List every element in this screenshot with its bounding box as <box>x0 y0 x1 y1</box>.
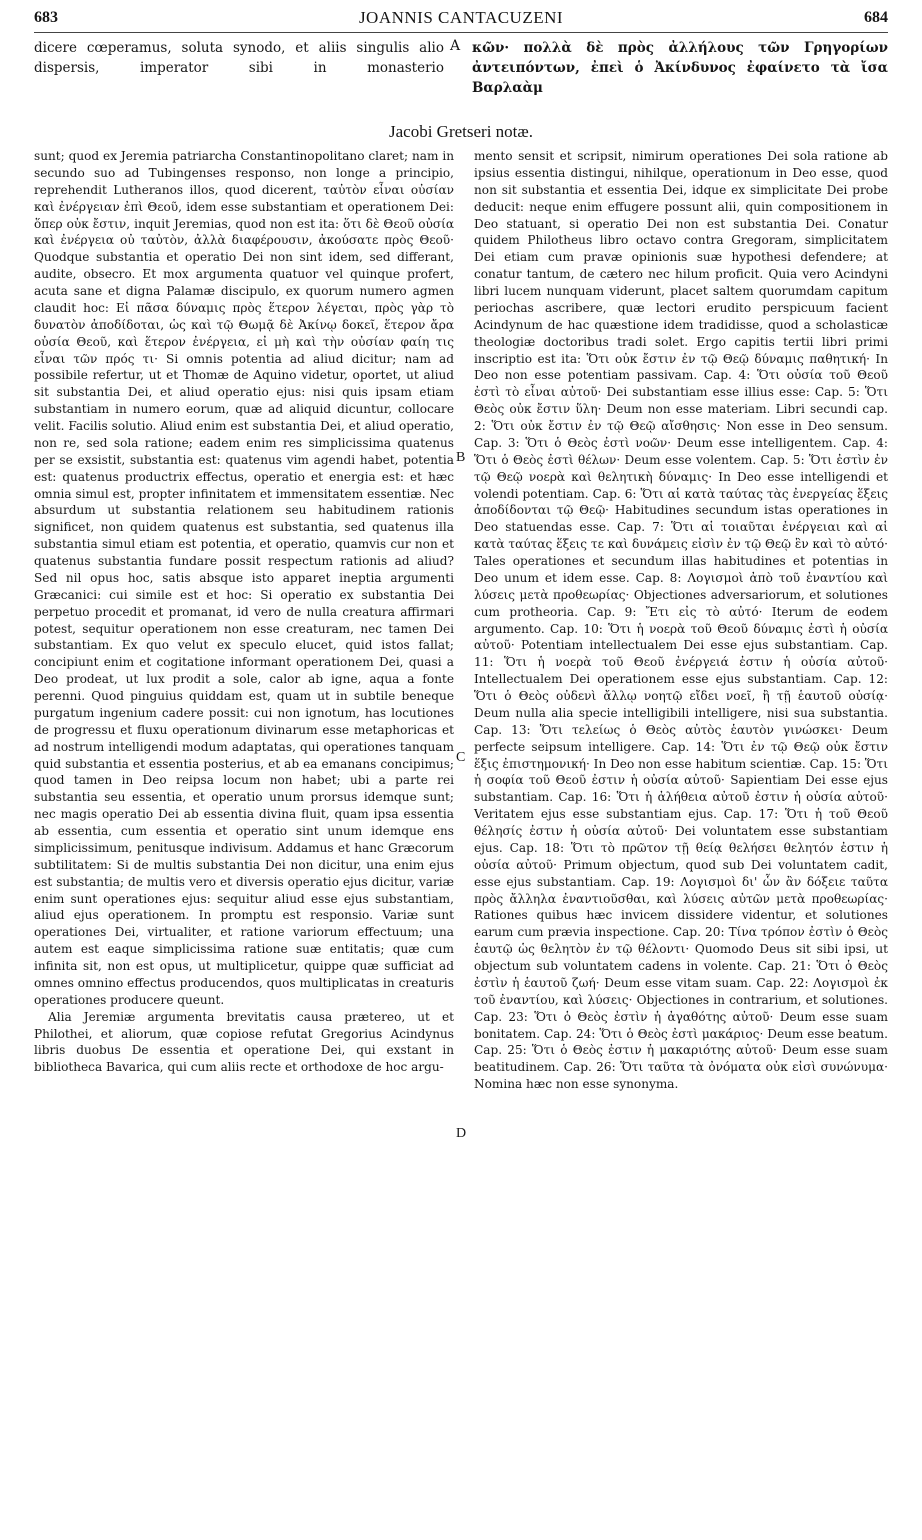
page-header <box>34 6 888 33</box>
top-continuation-text <box>34 38 888 96</box>
left-paragraph-2: Alia Jeremiæ argumenta brevitatis causa prætereo, ut et Philothei, et aliorum, quæ copiose refutat Gregorius Acindynus libris duobus De essentia et operatione Dei, qui exstant in bibliotheca Bavarica, qui cum aliis recte et orthodoxe de hoc argu- <box>34 1009 454 1075</box>
right-column <box>474 148 888 1093</box>
margin-letter-a: A <box>450 38 461 54</box>
left-column <box>34 148 454 1076</box>
top-greek-text: κῶν· πολλὰ δὲ πρὸς ἀλλήλους τῶν Γρηγορίων ἀντειπόντων, ἐπεὶ ὁ Ἀκίνδυνος ἐφαίνετο τὰ ἴσα Βαρλαὰμ <box>472 40 888 96</box>
top-latin-text: dicere cœperamus, soluta synodo, et aliis singulis alio dispersis, imperator sibi in monasterio <box>34 40 444 76</box>
margin-letter-d: D <box>456 1126 467 1141</box>
running-title: JOANNIS CANTACUZENI <box>358 8 564 27</box>
right-page-number: 684 <box>864 9 888 26</box>
margin-letter-c: C <box>456 750 466 765</box>
left-paragraph-1: sunt; quod ex Jeremia patriarcha Constantinopolitano claret; nam in secundo suo ad Tubingenses responso, non longe a principio, reprehendit Lutheranos illos, quod dicerent, ταὐτὸν εἶναι οὐσίαν καὶ ἐνέργειαν ἐπὶ Θεοῦ, idem esse substantiam et operationem Dei: ὅπερ οὐκ ἔστιν, inquit Jeremias, quod non est ita: ὅτι δὲ Θεοῦ οὐσία καὶ ἐνέργεια οὐ ταὐτὸν, ἀλλὰ διαφέρουσιν, ἀκούσατε πρὸς Θεοῦ· Quodque substantia et operatio Dei non sint idem, sed differant, audite, obsecro. Et mox argumenta quatuor vel quinque profert, acuta sane et digna Palamæ discipulo, ex quorum numero agmen claudit hoc: Εἰ πᾶσα δύναμις πρὸς ἕτερον λέγεται, πρὸς γὰρ τὸ δυνατὸν ἀποδίδοται, ὡς καὶ τῷ Θωμᾷ δὲ Ἀκίνῳ δοκεῖ, ἕτερον ἄρα οὐσία Θεοῦ, καὶ ἕτερον ἐνέργεια, εἰ μὴ καὶ τὴν οὐσίαν φαίη τις εἶναι τῶν πρός τι· Si omnis potentia ad aliud dicitur; nam ad possibile refertur, ut et Thomæ de Aquino videtur, oportet, ut aliud sit substantia Dei, et aliud operatio ejus: nisi quis ipsam etiam substantiam in numero eorum, quæ ad aliquid dicuntur, collocare velit. Facilis solutio. Aliud enim est substantia Dei, et aliud operatio, non re, sed sola ratione; eadem enim res simplicissima quatenus per se exsistit, substantia est: quatenus vim agendi habet, potentia est: quatenus productrix effectus, operatio et energia est: et hæc omnia simul est, propter infinitatem et immensitatem essentiæ. Nec absurdum ut substantia relationem seu habitudinem rationis significet, non quidem quatenus est substantia, sed quatenus illa substantia simul etiam est potentia, et operatio, quamvis cur non et quatenus substantia fundare possit respectum rationis ad aliud? Sed nil opus hoc, satis absque isto apparet ineptia argumenti Græcanici: cui simile est et hoc: Si operatio ex substantia Dei perpetuo procedit et promanat, id vero de nulla creatura affirmari potest, sequitur operationem non esse creaturam, nec tamen Dei substantiam. Ex quo velut ex speculo elucet, quid istos fallat; concipiunt enim et cogitatione informant operationem Dei, quasi a Deo prodeat, ut lux prodit a sole, calor ab igne, aqua a fonte perenni. Quod pinguius quiddam est, quam ut in subtile beneque purgatum ingenium cadere possit: cui non ignotum, has locutiones de progressu et fluxu operationum divinarum esse metaphoricas et ad nostrum intelligendi modum adaptatas, qui operationes tanquam quid substantia et essentia posterius, et ab ea emanans concipimus; quod tamen in Deo reipsa locum non habet; ubi a parte rei substantia seu essentia, et operatio unum prorsus idemque sunt; nec magis operatio Dei ab essentia divina fluit, quam ipsa essentia ab essentia, cum essentia et operatio sint unum idemque ens simplicissimum, penitusque indivisum. Addamus et hanc Græcorum subtilitatem: Si de multis substantia Dei non dicitur, una enim ejus est substantia; de multis vero et diversis operatio ejus dicitur, variæ enim sunt operationes ejus: sequitur aliud esse ejus substantiam, aliud ejus operationem. In promptu est responsio. Variæ sunt operationes Dei, virtualiter, et ratione variorum effectuum; una autem est eaque simplicissima ratione suæ entitatis; quæ cum infinita sit, non est opus, ut multiplicetur, quippe quæ sufficiat ad omnes omnino effectus producendos, quos multiplicatas in creaturis operationes producere queunt. <box>34 149 454 1007</box>
margin-letter-b: B <box>456 450 466 465</box>
right-paragraph-1: mento sensit et scripsit, nimirum operationes Dei sola ratione ab ipsius essentia distingui, nihilque, operationum in Deo esse, quod non sit substantia et essentia Dei, idque ex simplicitate Dei probe deducit: neque enim effugere possunt alii, quin compositionem in Deo statuant, si operatio Dei non est substantia Dei. Conatur quidem Philotheus libro octavo contra Gregoram, simplicitatem Dei etiam cum pravæ opinionis suæ hypothesi defendere; at conatur tantum, de cætero nec hilum proficit. Quia vero Acindyni libri lucem nunquam viderunt, placet saltem quorumdam capitum periochas ascribere, quæ lectori erudito perspicuum facient Acindynum de hac quæstione idem tradidisse, quod a scholasticæ theologiæ doctoribus tradi solet. Ergo capitis tertii libri primi inscriptio est ita: Ὅτι οὐκ ἔστιν ἐν τῷ Θεῷ δύναμις παθητική· In Deo non esse potentiam passivam. Cap. 4: Ὅτι οὐσία τοῦ Θεοῦ ἐστὶ τὸ εἶναι αὐτοῦ· Dei substantiam esse illius esse: Cap. 5: Ὅτι Θεὸς οὐκ ἔστιν ὕλη· Deum non esse materiam. Libri secundi cap. 2: Ὅτι οὐκ ἔστιν ἐν τῷ Θεῷ αἴσθησις· Non esse in Deo sensum. Cap. 3: Ὅτι ὁ Θεὸς ἐστὶ νοῶν· Deum esse intelligentem. Cap. 4: Ὅτι ὁ Θεὸς ἐστὶ θέλων· Deum esse volentem. Cap. 5: Ὅτι ἐστὶν ἐν τῷ Θεῷ νοερὰ καὶ θελητικὴ δύναμις· In Deo esse intelligendi et volendi potentiam. Cap. 6: Ὅτι αἱ κατὰ ταύτας τὰς ἐνεργείας ἕξεις ἀποδίδονται τῷ Θεῷ· Habitudines secundum istas operationes in Deo statuendas esse. Cap. 7: Ὅτι αἱ τοιαῦται ἐνέργειαι καὶ αἱ κατὰ ταύτας ἕξεις τε καὶ δυνάμεις εἰσὶν ἐν τῷ Θεῷ ἓν καὶ τὸ αὐτό· Tales operationes et secundum illas habitudines et potentias in Deo unum et idem esse. Cap. 8: Λογισμοὶ ἀπὸ τοῦ ἐναντίου καὶ λύσεις μετὰ προθεωρίας· Objectiones adversariorum, et solutiones cum protheoria. Cap. 9: Ἔτι εἰς τὸ αὐτό· Iterum de eodem argumento. Cap. 10: Ὅτι ἡ νοερὰ τοῦ Θεοῦ δύναμις ἐστὶ ἡ οὐσία αὐτοῦ· Potentiam intellectualem Dei esse ejus substantiam. Cap. 11: Ὅτι ἡ νοερὰ τοῦ Θεοῦ ἐνέργειά ἐστιν ἡ οὐσία αὐτοῦ· Intellectualem Dei operationem esse ejus substantiam. Cap. 12: Ὅτι ὁ Θεὸς οὐδενὶ ἄλλῳ νοητῷ εἴδει νοεῖ, ἢ τῇ ἑαυτοῦ οὐσίᾳ· Deum nulla alia specie intelligibili intelligere, nisi sua substantia. Cap. 13: Ὅτι τελείως ὁ Θεὸς αὐτὸς ἑαυτὸν γινώσκει· Deum perfecte seipsum intelligere. Cap. 14: Ὅτι ἐν τῷ Θεῷ οὐκ ἔστιν ἕξις ἐπιστημονική· In Deo non esse habitum scientiæ. Cap. 15: Ὅτι ἡ σοφία τοῦ Θεοῦ ἐστιν ἡ οὐσία αὐτοῦ· Sapientiam Dei esse ejus substantiam. Cap. 16: Ὅτι ἡ ἀλήθεια αὐτοῦ ἐστιν ἡ οὐσία αὐτοῦ· Veritatem ejus esse substantiam ejus. Cap. 17: Ὅτι ἡ τοῦ Θεοῦ θέλησίς ἐστιν ἡ οὐσία αὐτοῦ· Dei voluntatem esse substantiam ejus. Cap. 18: Ὅτι τὸ πρῶτον τῇ θείᾳ θελήσει θελητόν ἐστιν ἡ οὐσία αὐτοῦ· Primum objectum, quod sub Dei voluntatem cadit, esse ejus substantiam. Cap. 19: Λογισμοὶ δι' ὧν ἂν δόξειε ταῦτα πρὸς ἄλληλα ἐναντιοῦσθαι, καὶ λύσεις αὐτῶν μετὰ προθεωρίας· Rationes quibus hæc invicem dissidere videntur, et solutiones earum cum prævia inspectione. Cap. 20: Τίνα τρόπον ἐστὶν ὁ Θεὸς ἑαυτῷ ὡς θελητὸν ἐν τῷ θέλοντι· Quomodo Deus sit sibi ipsi, ut objectum sub voluntatem cadens in volente. Cap. 21: Ὅτι ὁ Θεὸς ἐστὶν ἡ ἑαυτοῦ ζωή· Deum esse vitam suam. Cap. 22: Λογισμοὶ ἐκ τοῦ ἐναντίου, καὶ λύσεις· Objectiones in contrarium, et solutiones. Cap. 23: Ὅτι ὁ Θεὸς ἐστὶν ἡ ἀγαθότης αὐτοῦ· Deum esse suam bonitatem. Cap. 24: Ὅτι ὁ Θεὸς ἐστὶ μακάριος· Deum esse beatum. Cap. 25: Ὅτι ὁ Θεὸς ἐστιν ἡ μακαριότης αὐτοῦ· Deum esse suam beatitudinem. Cap. 26: Ὅτι ταῦτα τὰ ὀνόματα οὐκ εἰσὶ συνώνυμα· Nomina hæc non esse synonyma. <box>474 149 888 1092</box>
left-page-number: 683 <box>34 9 58 26</box>
section-title: Jacobi Gretseri notæ. <box>389 122 533 141</box>
